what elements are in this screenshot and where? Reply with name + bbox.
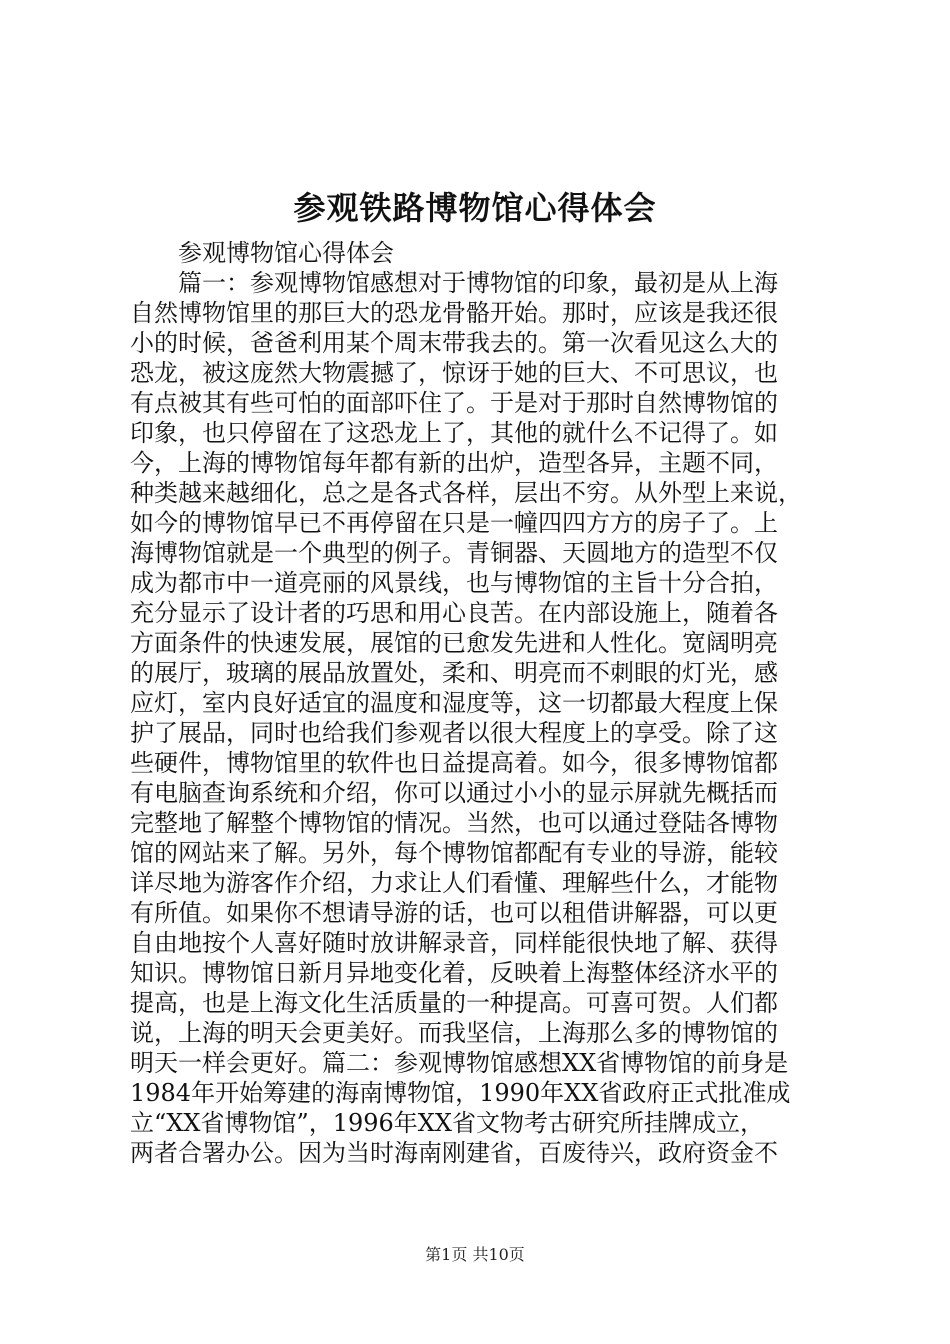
body-line: 参观博物馆心得体会 [130,239,394,267]
body-line: 小的时候，爸爸利用某个周末带我去的。第一次看见这么大的 [130,329,778,357]
body-line: 种类越来越细化，总之是各式各样，层出不穷。从外型上来说， [130,479,802,507]
body-line: 1984年开始筹建的海南博物馆，1990年XX省政府正式批准成 [130,1079,791,1107]
body-line: 馆的网站来了解。另外，每个博物馆都配有专业的导游，能较 [130,839,778,867]
body-line: 方面条件的快速发展，展馆的已愈发先进和人性化。宽阔明亮 [130,629,778,657]
body-line: 完整地了解整个博物馆的情况。当然，也可以通过登陆各博物 [130,809,778,837]
page-number: 第1页 共10页 [425,1245,525,1264]
body-line: 恐龙，被这庞然大物震撼了，惊讶于她的巨大、不可思议，也 [130,359,778,387]
body-line: 有所值。如果你不想请导游的话，也可以租借讲解器，可以更 [130,899,778,927]
body-line: 知识。博物馆日新月异地变化着，反映着上海整体经济水平的 [130,959,778,987]
body-line: 印象，也只停留在了这恐龙上了，其他的就什么不记得了。如 [130,419,778,447]
body-line: 海博物馆就是一个典型的例子。青铜器、天圆地方的造型不仅 [130,539,778,567]
body-line: 成为都市中一道亮丽的风景线，也与博物馆的主旨十分合拍， [130,569,778,597]
page-footer [0,1244,950,1266]
document-body [130,238,830,1168]
body-line: 有点被其有些可怕的面部吓住了。于是对于那时自然博物馆的 [130,389,778,417]
body-line: 自然博物馆里的那巨大的恐龙骨骼开始。那时，应该是我还很 [130,299,778,327]
body-line: 篇一：参观博物馆感想对于博物馆的印象，最初是从上海 [130,269,778,297]
body-line: 护了展品，同时也给我们参观者以很大程度上的享受。除了这 [130,719,778,747]
body-line: 今，上海的博物馆每年都有新的出炉，造型各异，主题不同， [130,449,778,477]
body-line: 说，上海的明天会更美好。而我坚信，上海那么多的博物馆的 [130,1019,778,1047]
body-line: 应灯，室内良好适宜的温度和湿度等，这一切都最大程度上保 [130,689,778,717]
body-line: 如今的博物馆早已不再停留在只是一幢四四方方的房子了。上 [130,509,778,537]
body-line: 自由地按个人喜好随时放讲解录音，同样能很快地了解、获得 [130,929,778,957]
body-line: 两者合署办公。因为当时海南刚建省，百废待兴，政府资金不 [130,1139,778,1167]
body-line: 立“XX省博物馆”，1996年XX省文物考古研究所挂牌成立， [130,1109,764,1137]
body-line: 些硬件，博物馆里的软件也日益提高着。如今，很多博物馆都 [130,749,778,777]
body-line: 提高，也是上海文化生活质量的一种提高。可喜可贺。人们都 [130,989,778,1017]
document-title: 参观铁路博物馆心得体会 [293,189,657,227]
body-line: 详尽地为游客作介绍，力求让人们看懂、理解些什么，才能物 [130,869,778,897]
body-line: 有电脑查询系统和介绍，你可以通过小小的显示屏就先概括而 [130,779,778,807]
body-line: 充分显示了设计者的巧思和用心良苦。在内部设施上，随着各 [130,599,778,627]
body-line: 的展厅，玻璃的展品放置处，柔和、明亮而不刺眼的灯光，感 [130,659,778,687]
body-line: 明天一样会更好。篇二：参观博物馆感想XX省博物馆的前身是 [130,1049,789,1077]
